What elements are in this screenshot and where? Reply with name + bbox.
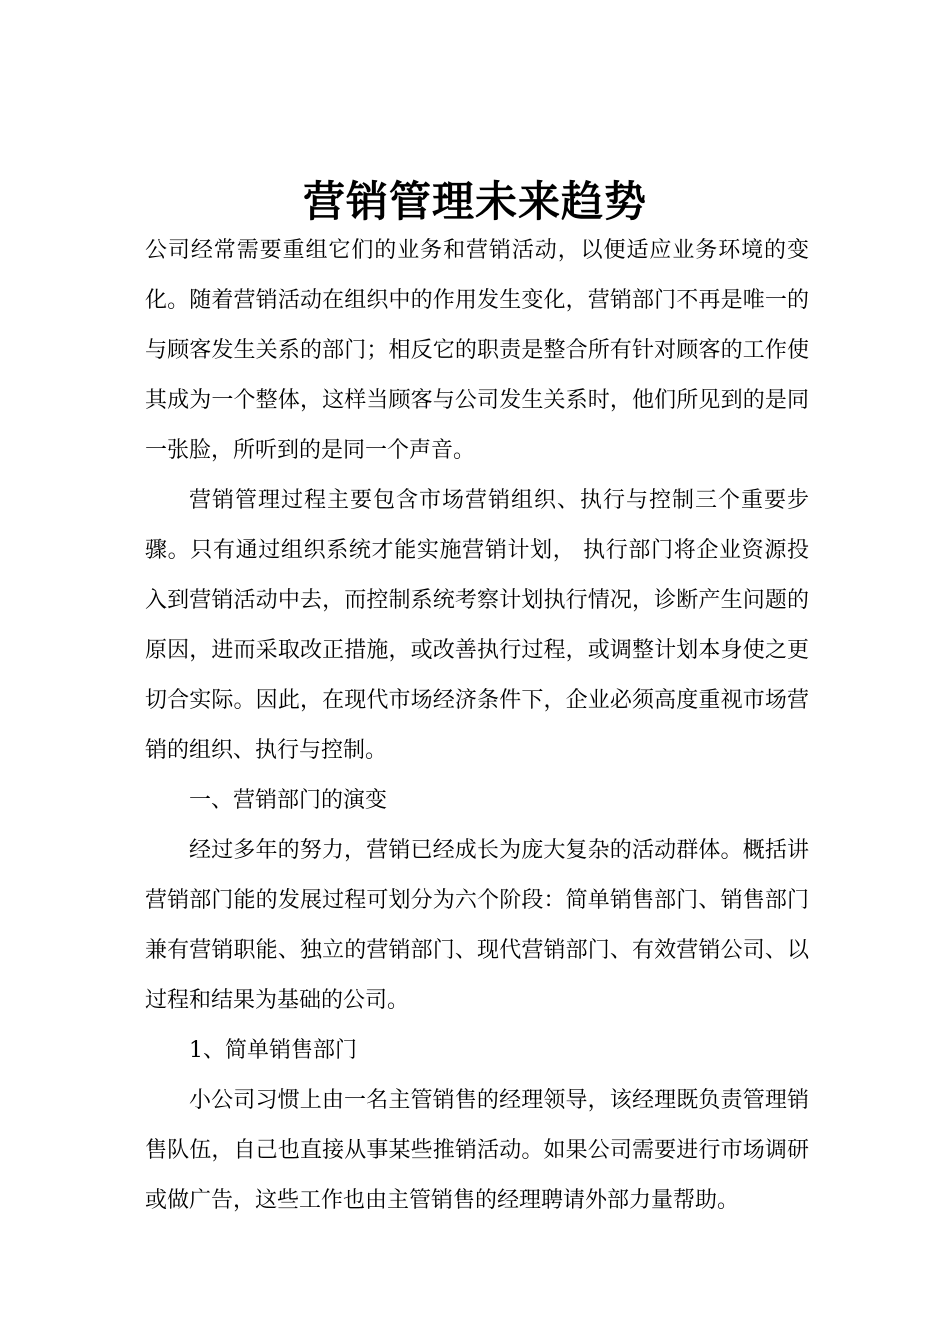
section-heading-evolution: 一、营销部门的演变	[189, 788, 388, 813]
paragraph-intro: 公司经常需要重组它们的业务和营销活动，以便适应业务环境的变化。随着营销活动在组织中的作用发生变化，营销部门不再是唯一的与顾客发生关系的部门；相反它的职责是整合所有针对顾客的工作使其成为一个整体，这样当顾客与公司发生关系时，他们所见到的是同一张脸，所听到的是同一个声音。	[145, 238, 809, 463]
document-title: 营销管理未来趋势	[302, 177, 647, 226]
subsection-heading-simple-sales: 1、简单销售部门	[189, 1038, 357, 1063]
paragraph-process: 营销管理过程主要包含市场营销组织、执行与控制三个重要步骤。只有通过组织系统才能实施营销计划， 执行部门将企业资源投入到营销活动中去，而控制系统考察计划执行情况，诊断产生问题的原因，进而采取改正措施，或改善执行过程，或调整计划本身使之更切合实际。因此，在现代市场经济条件下，企业必须高度重视市场营销的组织、执行与控制。	[145, 488, 809, 763]
paragraph-stages: 经过多年的努力，营销已经成长为庞大复杂的活动群体。概括讲营销部门能的发展过程可划分为六个阶段：简单销售部门、销售部门兼有营销职能、独立的营销部门、现代营销部门、有效营销公司、以过程和结果为基础的公司。	[145, 838, 809, 1013]
paragraph-simple-sales: 小公司习惯上由一名主管销售的经理领导，该经理既负责管理销售队伍，自己也直接从事某些推销活动。如果公司需要进行市场调研或做广告，这些工作也由主管销售的经理聘请外部力量帮助。	[145, 1088, 809, 1213]
document-body	[145, 226, 809, 1226]
